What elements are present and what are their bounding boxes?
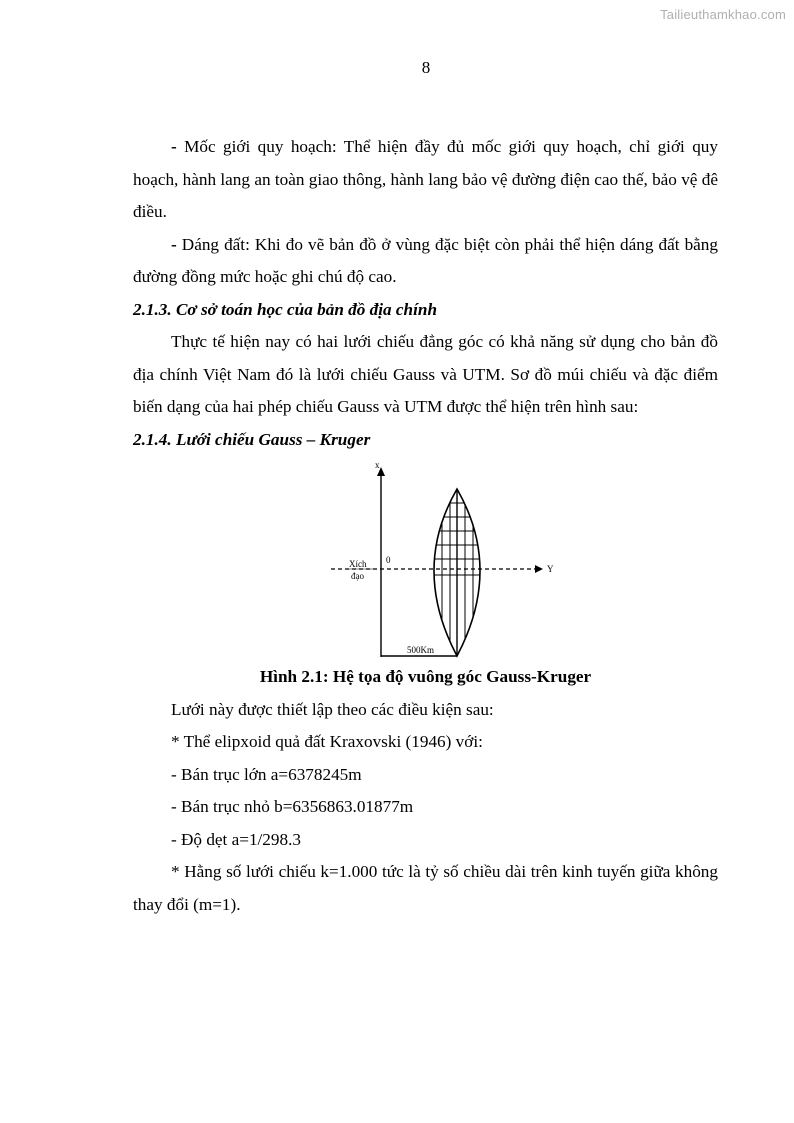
origin-label: 0 [386,555,391,565]
watermark: Tailieuthamkhao.com [660,7,786,22]
paragraph-projections: Thực tế hiện nay có hai lưới chiếu đẳng góc có khả năng sử dụng cho bản đồ địa chính Việt Nam đó là lưới chiếu Gauss và UTM. Sơ đồ múi chiếu và đặc điểm biến dạng của hai phép chiếu Gauss và UTM được thể hiện trên hình sau: [133,332,718,416]
bullet-dash: - [171,137,185,156]
gauss-kruger-figure [133,459,718,659]
paragraph-text: Mốc giới quy hoạch: Thể hiện đầy đủ mốc giới quy hoạch, chỉ giới quy hoạch, hành lang an toàn giao thông, hành lang bảo vệ đường điện cao thế, bảo vệ đê điều. [133,137,718,221]
scale-constant: * Hằng số lưới chiếu k=1.000 tức là tỷ số chiều dài trên kinh tuyến giữa không thay đổi (m=1). [133,862,718,914]
gauss-kruger-diagram [323,459,563,659]
equator-label-line1: Xích [349,559,367,569]
paragraph-text: Dáng đất: Khi đo vẽ bản đồ ở vùng đặc biệt còn phải thể hiện dáng đất bằng đường đồng mức hoặc ghi chú độ cao. [133,234,718,286]
semi-major-axis: - Bán trục lớn a=6378245m [171,764,362,784]
page-number: 8 [421,58,431,77]
bullet-dash: - [171,234,182,254]
section-heading-2-1-4: 2.1.4. Lưới chiếu Gauss – Kruger [133,429,371,449]
conditions-intro: Lưới này được thiết lập theo các điều kiện sau: [171,699,494,719]
ellipsoid-line: * Thể elipxoid quả đất Kraxovski (1946) với: [171,732,483,751]
paragraph-boundary-markers [133,131,718,229]
y-axis-arrowhead [535,565,543,573]
x-axis-label: x [375,460,380,470]
figure-caption: Hình 2.1: Hệ tọa độ vuông góc Gauss-Kruger [259,667,592,686]
document-body [133,131,718,921]
flattening: - Độ dẹt a=1/298.3 [171,829,301,849]
section-heading-2-1-3: 2.1.3. Cơ sở toán học của bản đồ địa chính [133,299,438,319]
paragraph-terrain [133,229,718,294]
semi-minor-axis: - Bán trục nhỏ b=6356863.01877m [171,797,414,816]
y-axis-label: Y [547,564,554,574]
equator-label-line2: đạo [351,571,364,581]
distance-label: 500Km [407,645,434,655]
